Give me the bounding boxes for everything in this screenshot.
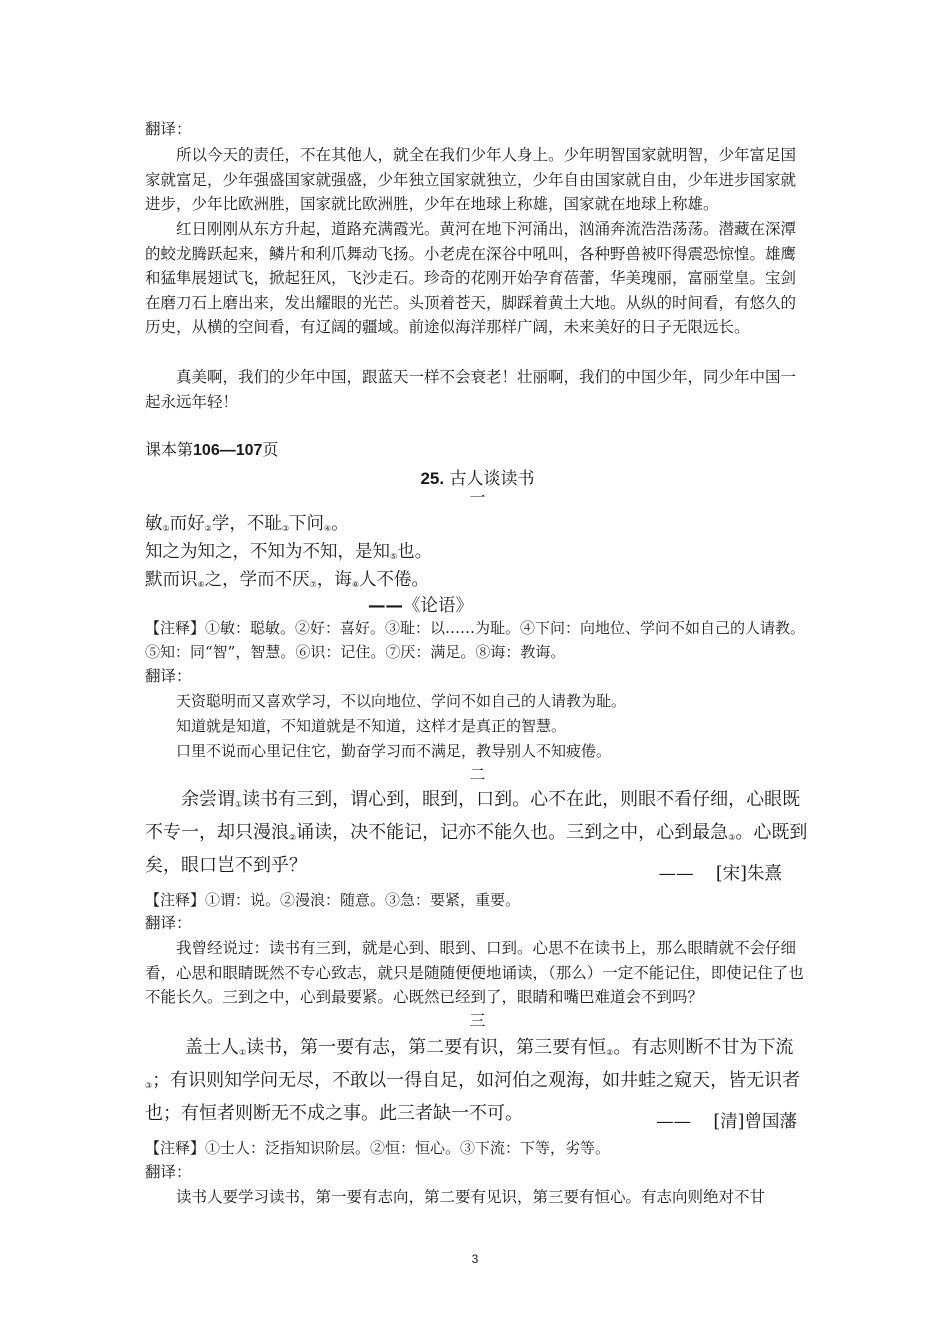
text-segment: 读书有三到，谓心到，眼到，口到。心不在此，则眼不看仔细，心眼既不专一，却只漫浪	[145, 789, 801, 843]
textbook-pages: 106—107	[193, 442, 263, 459]
text-segment: 。心既到矣，眼口岂不到乎？	[145, 822, 808, 876]
note-text: ①士人：泛指知识阶层。②恒：恒心。③下流：下等，劣等。	[205, 1139, 611, 1157]
line-text: 知之为知之，不知为不知，是知	[145, 542, 390, 562]
lesson-name: 古人谈读书	[449, 469, 535, 489]
text-segment: 盖士人	[185, 1037, 239, 1058]
note-label: 【注释】	[145, 1139, 206, 1157]
footnote-ref: ⑦	[309, 580, 317, 589]
line-text: 也。	[397, 542, 433, 562]
line-text: 默而识	[145, 570, 198, 590]
footnote-ref: ①	[162, 524, 170, 533]
section-3-notes	[145, 1136, 810, 1160]
note-text: ①谓：说。②漫浪：随意。③急：要紧，重要。	[205, 891, 521, 909]
footnote-ref: ②	[289, 833, 297, 842]
footnote-ref: ①	[239, 1048, 247, 1057]
translation-paragraph-1: 所以今天的责任，不在其他人，就全在我们少年人身上。少年明智国家就明智，少年富足国家就富足，少年强盛国家就强盛，少年独立国家就独立，少年自由国家就自由，少年进步国家就进步，少年比欧洲胜，国家就比欧洲胜，少年在地球上称雄，国家就在地球上称雄。	[145, 146, 797, 213]
footnote-ref: ⑧	[351, 580, 360, 589]
section-2-marker: 二	[469, 765, 486, 784]
line-text: 敏	[145, 514, 163, 534]
text-segment: 余尝谓	[181, 789, 235, 810]
footnote-ref: ①	[235, 800, 243, 809]
source-dash: ——	[656, 1112, 692, 1132]
section-3-translation-label: 翻译：	[145, 1163, 192, 1181]
section-1-translation-label: 翻译：	[145, 667, 192, 685]
source-dash: ——	[658, 864, 694, 884]
section-1-marker: 一	[469, 488, 486, 507]
footnote-ref: ②	[606, 1048, 614, 1057]
section-3-source	[145, 1108, 810, 1136]
footnote-ref: ⑤	[390, 552, 398, 561]
textbook-prefix: 课本第	[145, 442, 194, 459]
text-segment: 诵读，决不能记，记亦不能久也。三到之中，心到最急	[296, 822, 729, 843]
translation-paragraph-2: 红日刚刚从东方升起，道路充满霞光。黄河在地下河涌出，汹涌奔流浩浩荡荡。潜藏在深潭的蛟龙腾跃起来，鳞片和利爪舞动飞扬。小老虎在深谷中吼叫，各种野兽被吓得震恐惊惶。雄鹰和猛隼展翅试飞，掀起狂风，飞沙走石。珍奇的花刚开始孕育蓓蕾，华美瑰丽，富丽堂皇。宝剑在磨刀石上磨出来，发出耀眼的光芒。头顶着苍天，脚踩着黄土大地。从纵的时间看，有悠久的历史，从横的空间看，有辽阔的疆域。前途似海洋那样广阔，未来美好的日子无限远长。	[145, 220, 797, 336]
line-text: 之，学而不厌	[204, 570, 310, 590]
source-text: [清]曾国藩	[713, 1112, 797, 1132]
section-3-translation: 读书人要学习读书，第一要有志向，第二要有见识，第三要有恒心。有志向则绝对不甘	[176, 1188, 766, 1206]
page-number: 3	[471, 1252, 479, 1266]
footnote-ref: ③	[728, 833, 736, 842]
textbook-suffix: 页	[262, 442, 279, 459]
textbook-page-reference	[145, 437, 810, 460]
footnote-ref: ②	[204, 524, 212, 533]
line-text: ，诲	[316, 570, 352, 590]
line-text: 下问	[289, 514, 325, 534]
text-segment: 读书，第一要有志，第二要有识，第三要有恒	[246, 1037, 607, 1058]
section-2-translation-label: 翻译：	[145, 914, 192, 932]
line-text: 学，不耻	[211, 514, 282, 534]
section-1-notes	[145, 616, 810, 664]
note-label: 【注释】	[145, 619, 206, 637]
footnote-ref: ⑥	[197, 580, 205, 589]
footnote-ref: ④	[324, 524, 332, 533]
section-2-translation: 我曾经说过：读书有三到，就是心到、眼到、口到。心思不在读书上，那么眼睛就不会仔细看，心思和眼睛既然不专心致志，就只是随随便便地诵读，（那么）一定不能记住，即使记住了也不能长久。三到之中，心到最要紧。心既然已经到了，眼睛和嘴巴难道会不到吗？	[145, 939, 804, 1006]
translation-paragraph-3: 真美啊，我们的少年中国，跟蓝天一样不会衰老！壮丽啊，我们的中国少年，同少年中国一起永远年轻！	[145, 368, 797, 411]
line-text: 。	[331, 514, 349, 534]
section-2-notes	[145, 888, 810, 912]
source-dash: ——	[368, 596, 403, 616]
lesson-number: 25.	[420, 469, 445, 488]
note-text: ①敏：聪敏。②好：喜好。③耻：以……为耻。④下问：向地位、学问不如自己的人请教。⑤知：同“智”，智慧。⑥识：记住。⑦厌：满足。⑧诲：教诲。	[145, 619, 806, 661]
note-label: 【注释】	[145, 891, 206, 909]
section-1-translation-line-3: 口里不说而心里记住它，勤奋学习而不满足，教导别人不知疲倦。	[176, 742, 612, 760]
section-3-marker: 三	[469, 1011, 486, 1030]
translation-label: 翻译：	[145, 120, 192, 138]
section-1-translation-line-1: 天资聪明而又喜欢学习，不以向地位、学问不如自己的人请教为耻。	[176, 692, 627, 710]
footnote-ref: ③	[145, 1081, 153, 1090]
text-segment: 。有志则断不甘为下流	[613, 1037, 794, 1058]
section-1-translation-line-2: 知道就是知道，不知道就是不知道，这样才是真正的智慧。	[176, 717, 567, 735]
section-2-source	[145, 860, 810, 888]
line-text: 而好	[169, 514, 205, 534]
source-text: [宋]朱熹	[715, 864, 782, 884]
text-segment: ；有识则知学问无尽，不敢以一得自足，如河伯之观海，如井蛙之窥天，皆无识者也；有恒者则断无不成之事。此三者缺一不可。	[145, 1070, 801, 1124]
source-text: 《论语》	[403, 596, 473, 616]
footnote-ref: ③	[281, 524, 290, 533]
line-text: 人不倦。	[359, 570, 430, 590]
